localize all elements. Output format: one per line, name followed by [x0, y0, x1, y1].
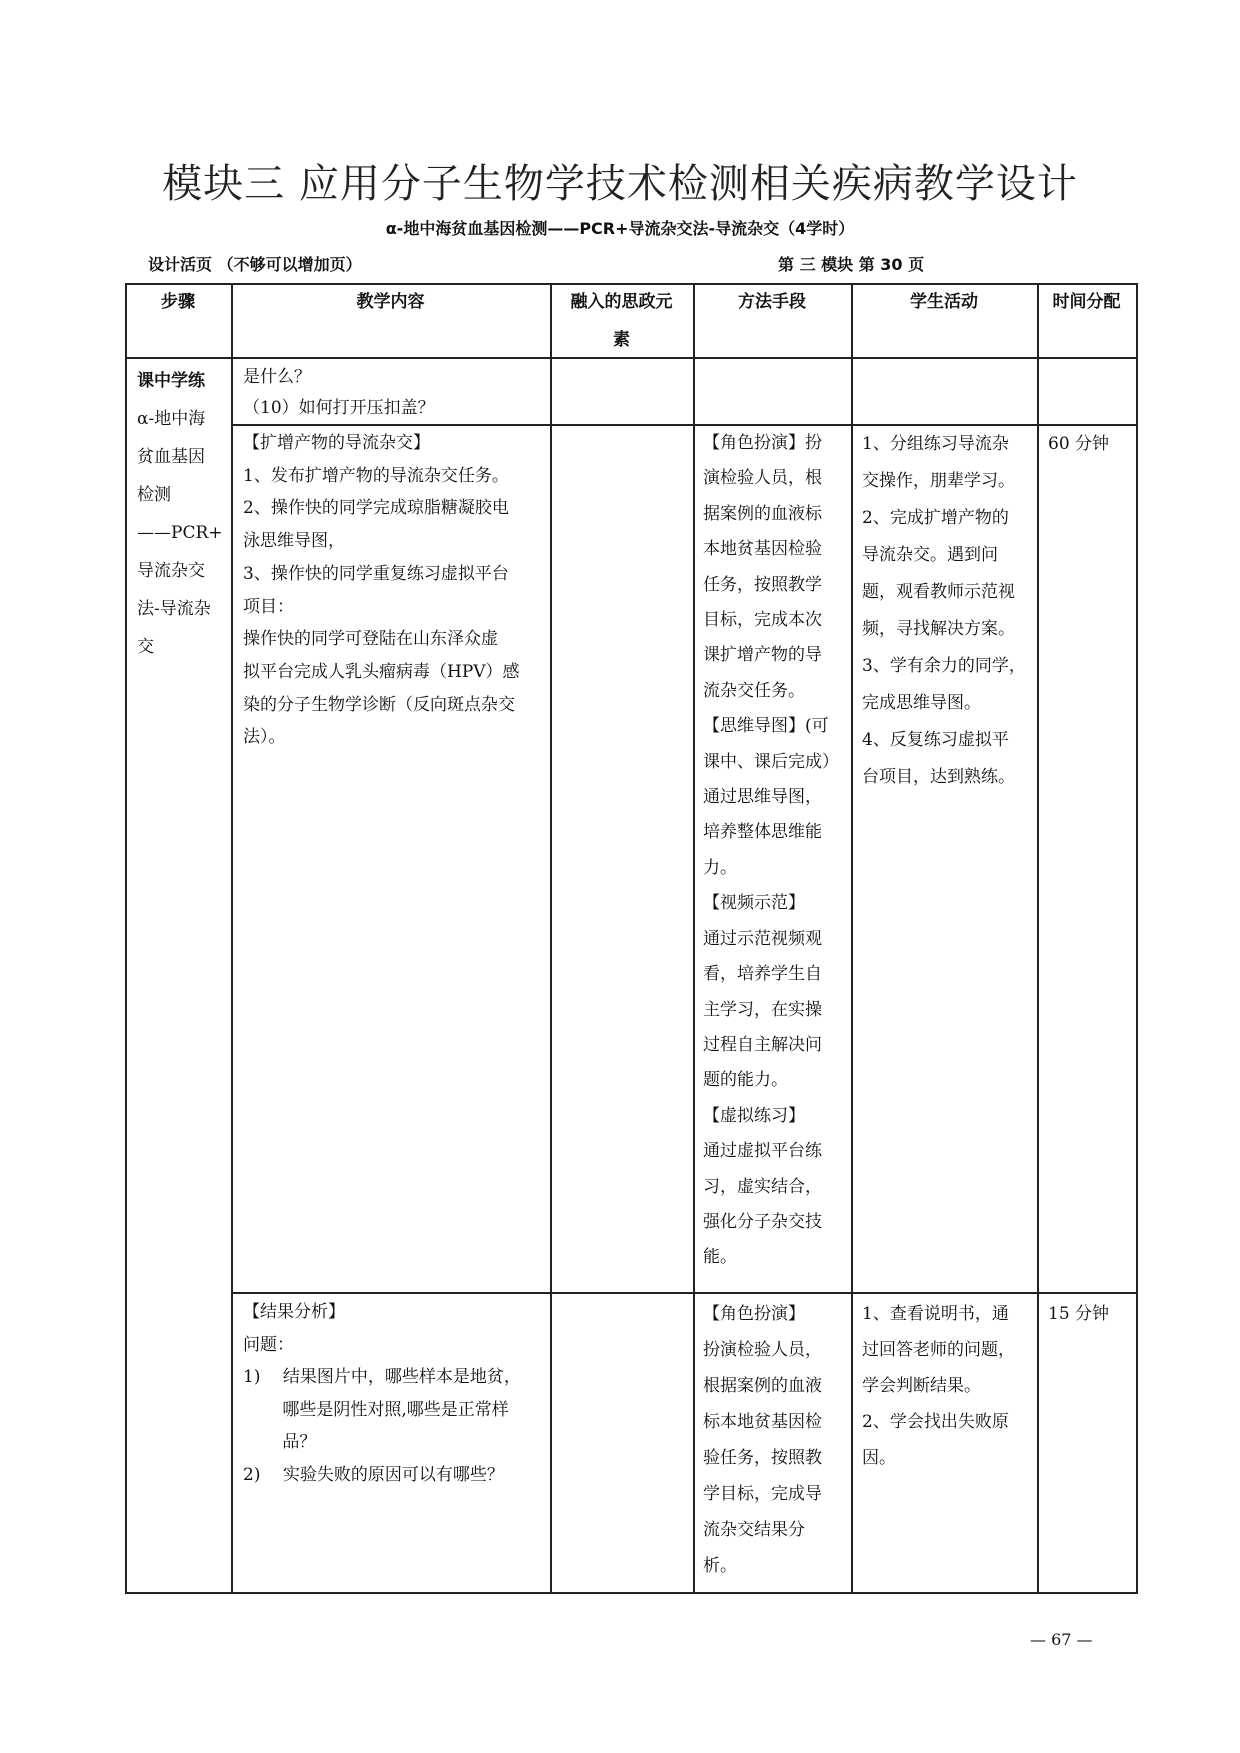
table-border: [693, 283, 695, 1593]
table-border: [231, 1292, 1138, 1294]
text-line: 导流杂交: [137, 561, 205, 581]
text-line: 强化分子杂交技: [703, 1211, 822, 1232]
text-line: 是什么？: [243, 367, 311, 387]
text-line: α-地中海: [137, 409, 206, 429]
header-ideology-line: 融入的思政元: [570, 292, 673, 312]
text-line: 标本地贫基因检: [703, 1412, 822, 1432]
time-cell: 15 分钟: [1048, 1304, 1110, 1324]
text-line: 课中、课后完成）: [703, 751, 839, 772]
text-line: ——PCR+: [137, 523, 223, 543]
text-line: 频，寻找解决方案。: [862, 619, 1015, 639]
text-line: 主学习，在实操: [703, 999, 822, 1020]
text-line: 【思维导图】(可: [703, 716, 829, 737]
text-line: 2、操作快的同学完成琼脂糖凝胶电: [243, 498, 509, 519]
header-activity: 学生活动: [910, 292, 978, 312]
header-method: 方法手段: [738, 292, 806, 312]
text-line: 流杂交任务。: [703, 680, 805, 701]
text-line: 品？: [243, 1432, 317, 1452]
text-line: 习，虚实结合，: [703, 1176, 822, 1197]
text-line: 本地贫基因检验: [703, 539, 822, 560]
text-line: 【结果分析】: [243, 1302, 345, 1322]
text-line: 验任务，按照教: [703, 1448, 822, 1468]
text-line: 能。: [703, 1247, 737, 1268]
text-line: 据案例的血液标: [703, 503, 822, 524]
text-line: 泳思维导图，: [243, 531, 345, 552]
table-border: [231, 283, 233, 1593]
text-line: 完成思维导图。: [862, 693, 981, 713]
text-line: 根据案例的血液: [703, 1376, 822, 1396]
text-line: 法-导流杂: [137, 599, 211, 619]
text-line: 通过思维导图，: [703, 787, 822, 808]
text-line: 目标，完成本次: [703, 610, 822, 631]
text-line: 台项目，达到熟练。: [862, 767, 1015, 787]
text-line: 流杂交结果分: [703, 1520, 805, 1540]
method-cell: [703, 426, 839, 1276]
text-line: 析。: [703, 1556, 737, 1576]
text-line: 课中学练: [137, 371, 205, 391]
step-cell: [137, 362, 223, 666]
text-line: 过程自主解决问: [703, 1034, 822, 1055]
text-line: 导流杂交。遇到问: [862, 545, 998, 565]
text-line: 2、学会找出失败原: [862, 1412, 1009, 1432]
text-line: 2) 实验失败的原因可以有哪些？: [243, 1464, 504, 1485]
header-ideology: [550, 283, 693, 359]
module-page-info: 第 三 模块 第 30 页: [778, 255, 925, 274]
text-line: 【角色扮演】: [703, 1304, 805, 1324]
text-line: 1、分组练习导流杂: [862, 434, 1009, 454]
table-border: [1037, 283, 1039, 1593]
text-line: （10）如何打开压扣盖？: [243, 398, 435, 418]
text-line: 2、完成扩增产物的: [862, 508, 1009, 528]
content-cell: [243, 427, 520, 754]
text-line: 课扩增产物的导: [703, 645, 822, 666]
sheet-note: 设计活页 （不够可以增加页）: [148, 255, 362, 274]
text-line: 演检验人员，根: [703, 468, 822, 489]
subtitle: α-地中海贫血基因检测——PCR+导流杂交法-导流杂交（4学时）: [385, 219, 855, 238]
table-border: [550, 283, 552, 1593]
header-time: 时间分配: [1052, 292, 1121, 312]
text-line: 1、查看说明书，通: [862, 1304, 1009, 1324]
text-line: 培养整体思维能: [703, 822, 822, 843]
text-line: 检测: [137, 485, 171, 505]
text-line: 1) 结果图片中，哪些样本是地贫，: [243, 1367, 521, 1387]
method-cell: [703, 1296, 822, 1584]
text-line: 1、发布扩增产物的导流杂交任务。: [243, 465, 509, 486]
header-content: 教学内容: [356, 292, 425, 312]
text-line: 通过虚拟平台练: [703, 1141, 822, 1162]
text-line: 过回答老师的问题，: [862, 1340, 1015, 1360]
text-line: 项目：: [243, 596, 294, 617]
text-line: 通过示范视频观: [703, 928, 822, 949]
page-title: 模块三 应用分子生物学技术检测相关疾病教学设计: [162, 161, 1078, 207]
table-border: [125, 283, 127, 1593]
text-line: 【虚拟练习】: [703, 1105, 805, 1126]
time-cell: 60 分钟: [1048, 434, 1110, 454]
text-line: 交: [137, 637, 154, 657]
text-line: 题的能力。: [703, 1070, 788, 1091]
header-ideology-line: 素: [613, 330, 630, 350]
table-border: [1136, 283, 1138, 1593]
text-line: 3、学有余力的同学，: [862, 656, 1026, 676]
text-line: 3、操作快的同学重复练习虚拟平台: [243, 563, 509, 584]
page-number: — 67 —: [1030, 1630, 1093, 1649]
text-line: 问题：: [243, 1334, 294, 1355]
text-line: 操作快的同学可登陆在山东泽众虚: [243, 629, 498, 650]
text-line: 题，观看教师示范视: [862, 582, 1015, 602]
table-border: [125, 1592, 1138, 1594]
text-line: 力。: [703, 857, 737, 878]
text-line: 【角色扮演】扮: [703, 433, 822, 453]
header-step: 步骤: [161, 292, 195, 312]
text-line: 扮演检验人员，: [703, 1340, 822, 1360]
text-line: 染的分子生物学诊断（反向斑点杂交: [243, 694, 515, 715]
text-line: 任务，按照教学: [703, 574, 822, 595]
text-line: 【视频示范】: [703, 893, 805, 914]
text-line: 学目标，完成导: [703, 1484, 822, 1504]
activity-cell: [862, 426, 1026, 796]
text-line: 学会判断结果。: [862, 1376, 981, 1396]
text-line: 【扩增产物的导流杂交】: [243, 433, 430, 453]
text-line: 看，培养学生自: [703, 964, 822, 985]
content-cell: [243, 1296, 521, 1491]
text-line: 哪些是阴性对照,哪些是正常样: [243, 1399, 509, 1420]
text-line: 因。: [862, 1448, 896, 1468]
activity-cell: [862, 1296, 1015, 1476]
table-border: [851, 283, 853, 1593]
content-cell: [243, 362, 435, 424]
text-line: 4、反复练习虚拟平: [862, 730, 1009, 750]
text-line: 法）。: [243, 727, 286, 748]
text-line: 交操作，朋辈学习。: [862, 471, 1015, 491]
text-line: 贫血基因: [137, 447, 205, 467]
text-line: 拟平台完成人乳头瘤病毒（HPV）感: [243, 661, 520, 682]
